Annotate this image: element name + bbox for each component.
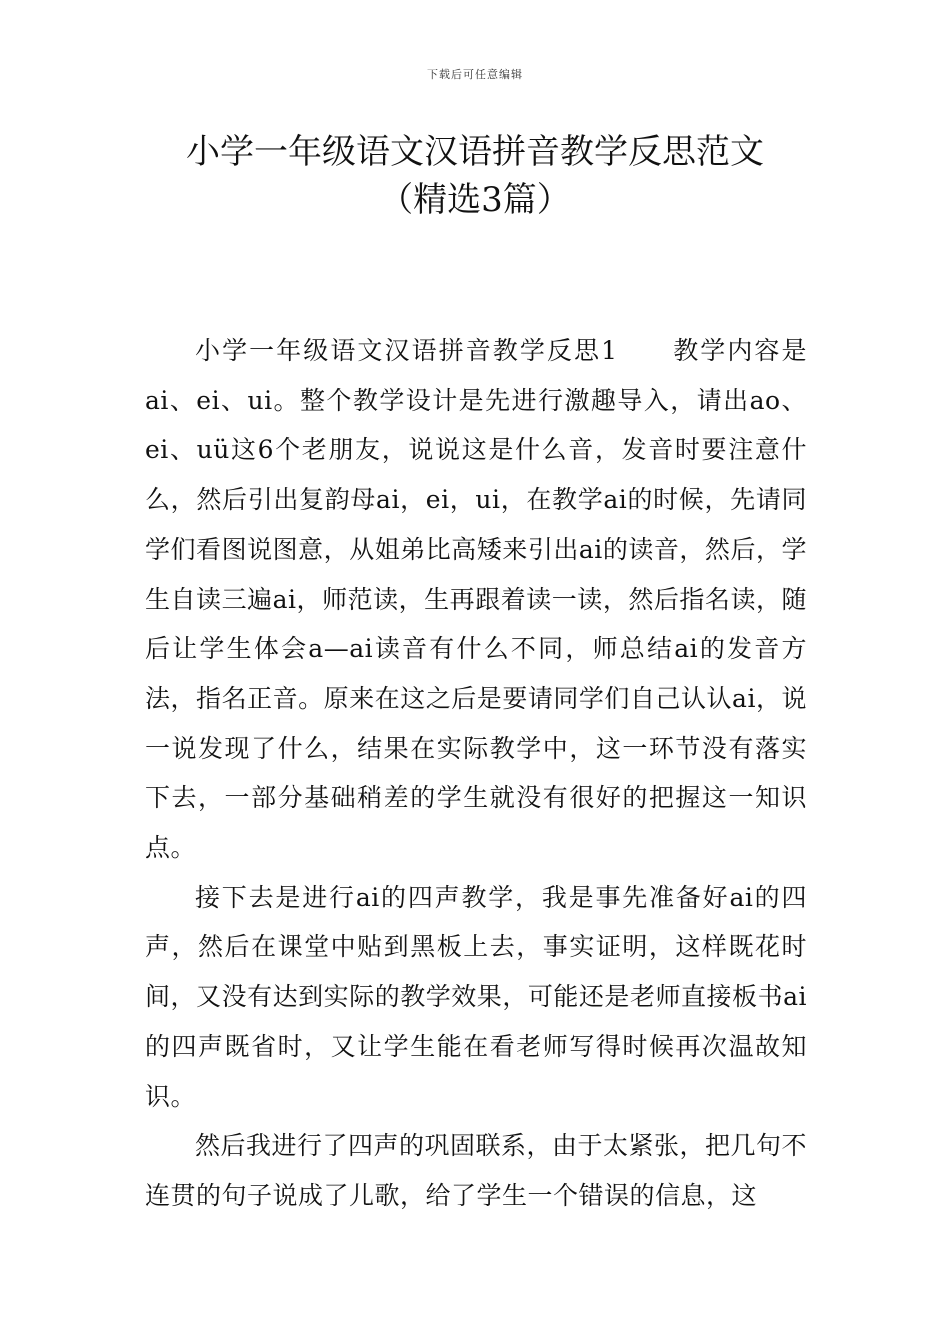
header-note: 下载后可任意编辑 (427, 68, 523, 81)
document-body (145, 326, 807, 1221)
title-line-2: （精选3篇） (379, 180, 571, 220)
paragraph: 小学一年级语文汉语拼音教学反思1 教学内容是ai、ei、ui。整个教学设计是先进行激趣导入，请出ao、ei、uü这6个老朋友，说说这是什么音，发音时要注意什么，然后引出复韵母ai，ei，ui，在教学ai的时候，先请同学们看图说图意，从姐弟比高矮来引出ai的读音，然后，学生自读三遍ai，师范读，生再跟着读一读，然后指名读，随后让学生体会a—ai读音有什么不同，师总结ai的发音方法，指名正音。原来在这之后是要请同学们自己认认ai，说一说发现了什么，结果在实际教学中，这一环节没有落实下去，一部分基础稍差的学生就没有很好的把握这一知识点。 (145, 336, 807, 863)
paragraph: 接下去是进行ai的四声教学，我是事先准备好ai的四声，然后在课堂中贴到黑板上去，事实证明，这样既花时间，又没有达到实际的教学效果，可能还是老师直接板书ai的四声既省时，又让学生能在看老师写得时候再次温故知识。 (145, 882, 807, 1111)
document-title (0, 128, 950, 224)
title-line-1: 小学一年级语文汉语拼音教学反思范文 (186, 132, 764, 172)
paragraph: 然后我进行了四声的巩固联系，由于太紧张，把几句不连贯的句子说成了儿歌，给了学生一个错误的信息，这 (145, 1131, 808, 1210)
